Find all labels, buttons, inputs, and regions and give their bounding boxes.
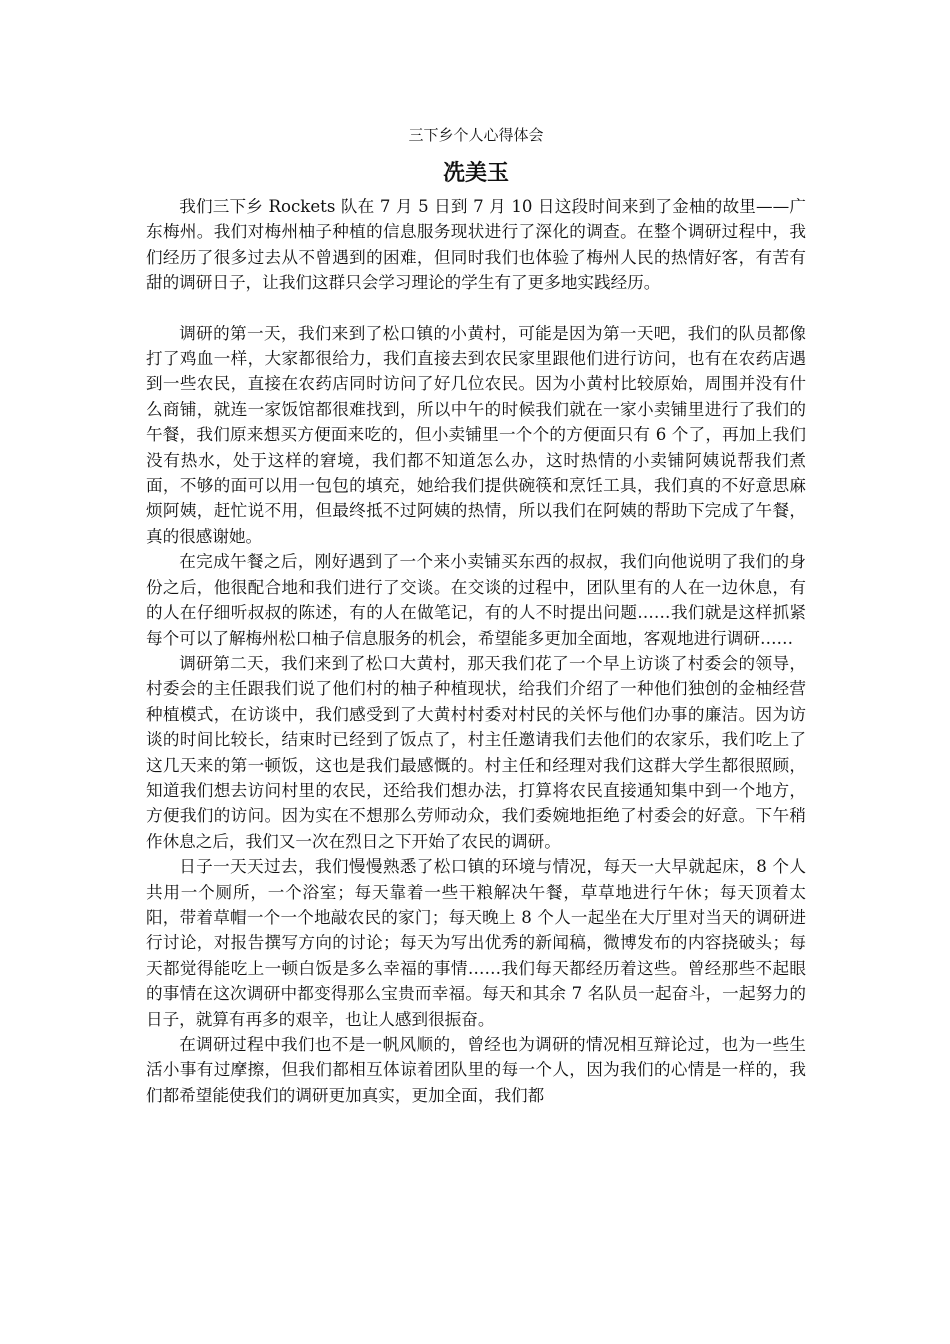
paragraph-intro: 我们三下乡 Rockets 队在 7 月 5 日到 7 月 10 日这段时间来到了金柚的故里——广东梅州。我们对梅州柚子种植的信息服务现状进行了深化的调查。在整个调研过程中，我们经历了很多过去从不曾遇到的困难，但同时我们也体验了梅州人民的热情好客，有苦有甜的调研日子，让我们这群只会学习理论的学生有了更多地实践经历。	[146, 197, 806, 293]
document-title: 三下乡个人心得体会	[408, 126, 544, 144]
paragraph-teamwork: 在调研过程中我们也不是一帆风顺的，曾经也为调研的情况相互辩论过，也为一些生活小事有过摩擦，但我们都相互体谅着团队里的每一个人，因为我们的心情是一样的，我们都希望能使我们的调研更加真实，更加全面，我们都	[146, 1035, 806, 1105]
paragraph-day-two: 调研第二天，我们来到了松口大黄村，那天我们花了一个早上访谈了村委会的领导，村委会的主任跟我们说了他们村的柚子种植现状，给我们介绍了一种他们独创的金柚经营种植模式，在访谈中，我们感受到了大黄村村委对村民的关怀与他们办事的廉洁。因为访谈的时间比较长，结束时已经到了饭点了，村主任邀请我们去他们的农家乐，我们吃上了这几天来的第一顿饭，这也是我们最感慨的。村主任和经理对我们这群大学生都很照顾，知道我们想去访问村里的农民，还给我们想办法，打算将农民直接通知集中到一个地方，方便我们的访问。因为实在不想那么劳师动众，我们委婉地拒绝了村委会的好意。下午稍作休息之后，我们又一次在烈日之下开始了农民的调研。	[146, 653, 806, 851]
paragraph-after-lunch: 在完成午餐之后，刚好遇到了一个来小卖铺买东西的叔叔，我们向他说明了我们的身份之后，他很配合地和我们进行了交谈。在交谈的过程中，团队里有的人在一边休息，有的人在仔细听叔叔的陈述，有的人在做笔记，有的人不时提出问题……我们就是这样抓紧每个可以了解梅州松口柚子信息服务的机会，希望能多更加全面地，客观地进行调研……	[146, 552, 806, 648]
paragraph-gap	[146, 296, 806, 321]
author-name: 冼美玉	[442, 160, 509, 186]
paragraph-daily-life: 日子一天天过去，我们慢慢熟悉了松口镇的环境与情况，每天一大早就起床，8 个人共用一个厕所，一个浴室；每天靠着一些干粮解决午餐，草草地进行午休；每天顶着太阳，带着草帽一个一个地敲农民的家门；每天晚上 8 个人一起坐在大厅里对当天的调研进行讨论，对报告撰写方向的讨论；每天为写出优秀的新闻稿，微博发布的内容挠破头；每天都觉得能吃上一顿白饭是多么幸福的事情……我们每天都经历着这些。曾经那些不起眼的事情在这次调研中都变得那么宝贵而幸福。每天和其余 7 名队员一起奋斗，一起努力的日子，就算有再多的艰辛，也让人感到很振奋。	[146, 857, 806, 1029]
paragraph-day-one: 调研的第一天，我们来到了松口镇的小黄村，可能是因为第一天吧，我们的队员都像打了鸡血一样，大家都很给力，我们直接去到农民家里跟他们进行访问，也有在农药店遇到一些农民，直接在农药店同时访问了好几位农民。因为小黄村比较原始，周围并没有什么商铺，就连一家饭馆都很难找到，所以中午的时候我们就在一家小卖铺里进行了我们的午餐，我们原来想买方便面来吃的，但小卖铺里一个个的方便面只有 6 个了，再加上我们没有热水，处于这样的窘境，我们都不知道怎么办，这时热情的小卖铺阿姨说帮我们煮面，不够的面可以用一包包的填充，她给我们提供碗筷和烹饪工具，我们真的不好意思麻烦阿姨，赶忙说不用，但最终抵不过阿姨的热情，所以我们在阿姨的帮助下完成了午餐，真的很感谢她。	[146, 323, 806, 546]
document-body	[146, 122, 806, 1108]
